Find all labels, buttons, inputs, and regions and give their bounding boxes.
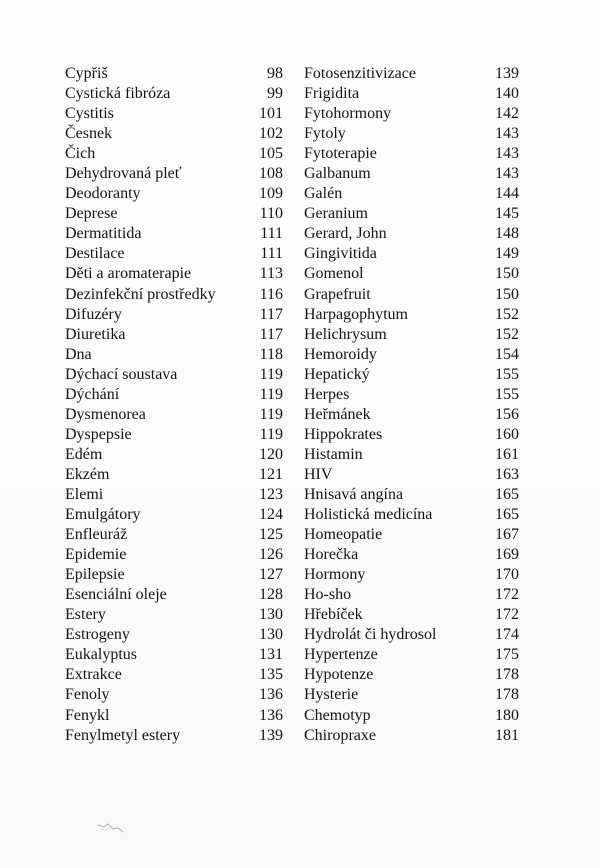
index-term: Děti a aromaterapie	[65, 265, 192, 283]
index-entry	[65, 525, 283, 545]
index-page-number: 181	[495, 726, 519, 744]
index-term: Homeopatie	[304, 526, 383, 544]
index-page-number: 120	[259, 445, 283, 463]
index-term: Hippokrates	[304, 425, 383, 443]
index-page-number: 172	[495, 586, 519, 604]
index-column-right	[304, 64, 519, 746]
index-page-number: 128	[259, 586, 283, 604]
index-term: Destilace	[65, 245, 125, 263]
index-entry	[304, 465, 519, 485]
index-page-number: 130	[259, 606, 283, 624]
index-term: Deprese	[65, 205, 118, 223]
index-entry	[65, 124, 283, 144]
index-page-number: 123	[259, 485, 283, 503]
index-term: Hepatický	[304, 365, 370, 383]
index-entry	[304, 184, 519, 204]
index-entry	[65, 605, 283, 625]
index-term: Emulgátory	[65, 506, 141, 524]
index-page-number: 105	[259, 145, 283, 163]
index-term: Estery	[65, 606, 106, 624]
index-term: Gingivitida	[304, 245, 377, 263]
index-entry	[65, 305, 283, 325]
index-page-number: 156	[495, 405, 519, 423]
index-entry	[304, 285, 519, 305]
index-term: Enfleuráž	[65, 526, 128, 544]
ink-smudge	[96, 820, 126, 834]
index-term: Extrakce	[65, 666, 122, 684]
index-entry	[304, 665, 519, 685]
index-term: Ekzém	[65, 465, 110, 483]
index-page-number: 165	[495, 485, 519, 503]
index-entry	[65, 285, 283, 305]
index-page-number: 126	[259, 546, 283, 564]
index-term: Esenciální oleje	[65, 586, 167, 604]
index-entry	[304, 345, 519, 365]
index-term: Harpagophytum	[304, 305, 408, 323]
index-entry	[304, 64, 519, 84]
index-page-number: 163	[495, 465, 519, 483]
index-entry	[65, 264, 283, 284]
index-term: Hypertenze	[304, 646, 378, 664]
index-page-number: 148	[495, 225, 519, 243]
index-page-number: 180	[495, 706, 519, 724]
index-page-number: 155	[495, 365, 519, 383]
index-page-number: 139	[259, 726, 283, 744]
index-term: Deodoranty	[65, 185, 141, 203]
index-entry	[65, 365, 283, 385]
index-term: Edém	[65, 445, 103, 463]
index-entry	[65, 565, 283, 585]
index-entry	[65, 144, 283, 164]
index-entry	[65, 104, 283, 124]
index-page-number: 113	[259, 265, 283, 283]
index-page-number: 135	[259, 666, 283, 684]
index-term: Elemi	[65, 485, 104, 503]
index-term: Helichrysum	[304, 325, 387, 343]
index-page-number: 144	[495, 185, 519, 203]
index-page-number: 143	[495, 165, 519, 183]
index-entry	[304, 164, 519, 184]
index-entry	[65, 545, 283, 565]
index-term: Fytohormony	[304, 105, 392, 123]
index-entry	[304, 645, 519, 665]
index-term: Gerard, John	[304, 225, 387, 243]
index-page-number: 152	[495, 305, 519, 323]
index-page-number: 178	[495, 686, 519, 704]
index-page-number: 170	[495, 566, 519, 584]
index-page-number: 165	[495, 506, 519, 524]
index-page-number: 150	[495, 285, 519, 303]
index-entry	[65, 685, 283, 705]
index-entry	[65, 224, 283, 244]
index-term: Diuretika	[65, 325, 126, 343]
index-page-number: 140	[495, 85, 519, 103]
index-page-number: 111	[260, 225, 283, 243]
index-entry	[304, 425, 519, 445]
index-entry	[65, 445, 283, 465]
index-page-number: 178	[495, 666, 519, 684]
index-term: Dyspepsie	[65, 425, 132, 443]
index-term: Galbanum	[304, 165, 371, 183]
index-page-number: 121	[259, 465, 283, 483]
index-term: Dezinfekční prostředky	[65, 285, 216, 303]
index-page-number: 161	[495, 445, 519, 463]
index-term: Hysterie	[304, 686, 359, 704]
index-page-number: 117	[259, 305, 283, 323]
index-entry	[304, 124, 519, 144]
index-term: Chemotyp	[304, 706, 371, 724]
index-page-number: 119	[259, 385, 283, 403]
index-page-number: 130	[259, 626, 283, 644]
index-entry	[304, 264, 519, 284]
index-page-number: 110	[259, 205, 283, 223]
index-term: Čich	[65, 145, 96, 163]
index-column-left	[65, 64, 283, 746]
index-term: Herpes	[304, 385, 350, 403]
index-page-number: 119	[259, 425, 283, 443]
index-term: Dna	[65, 345, 92, 363]
index-entry	[304, 605, 519, 625]
index-entry	[304, 545, 519, 565]
index-term: Hnisavá angína	[304, 485, 404, 503]
index-term: HIV	[304, 465, 333, 483]
index-entry	[304, 565, 519, 585]
index-entry	[65, 325, 283, 345]
index-term: Cystická fibróza	[65, 85, 171, 103]
index-term: Dysmenorea	[65, 405, 146, 423]
index-page-number: 154	[495, 345, 519, 363]
index-page-number: 118	[259, 345, 283, 363]
index-entry	[65, 84, 283, 104]
index-term: Cypřiš	[65, 65, 108, 82]
index-entry	[65, 425, 283, 445]
index-term: Fenylmetyl estery	[65, 726, 181, 744]
index-term: Holistická medicína	[304, 506, 433, 524]
index-entry	[304, 305, 519, 325]
index-term: Cystitis	[65, 105, 114, 123]
index-entry	[65, 164, 283, 184]
index-entry	[65, 706, 283, 726]
index-term: Gomenol	[304, 265, 364, 283]
index-page-number: 149	[495, 245, 519, 263]
index-page-number: 98	[267, 65, 283, 82]
index-term: Chiropraxe	[304, 726, 376, 744]
index-page-number: 174	[495, 626, 519, 644]
index-page-number: 136	[259, 706, 283, 724]
index-term: Hydrolát či hydrosol	[304, 626, 437, 644]
index-entry	[304, 405, 519, 425]
index-entry	[304, 685, 519, 705]
index-entry	[304, 204, 519, 224]
index-page-number: 155	[495, 385, 519, 403]
index-entry	[304, 144, 519, 164]
index-page-number: 160	[495, 425, 519, 443]
index-entry	[304, 104, 519, 124]
index-term: Dýchání	[65, 385, 120, 403]
index-entry	[304, 224, 519, 244]
index-page-number: 139	[495, 65, 519, 82]
index-entry	[65, 405, 283, 425]
index-page-number: 124	[259, 506, 283, 524]
index-term: Fotosenzitivizace	[304, 65, 416, 82]
index-page-number: 119	[259, 365, 283, 383]
index-entry	[65, 726, 283, 746]
index-term: Fenykl	[65, 706, 110, 724]
index-page-number: 142	[495, 105, 519, 123]
index-entry	[304, 485, 519, 505]
index-entry	[65, 64, 283, 84]
index-entry	[304, 706, 519, 726]
index-term: Hemoroidy	[304, 345, 377, 363]
index-term: Horečka	[304, 546, 359, 564]
index-term: Galén	[304, 185, 343, 203]
index-term: Epilepsie	[65, 566, 125, 584]
index-term: Hřebíček	[304, 606, 363, 624]
index-entry	[65, 244, 283, 264]
index-page-number: 109	[259, 185, 283, 203]
index-page-number: 117	[259, 325, 283, 343]
index-page-number: 169	[495, 546, 519, 564]
index-entry	[304, 244, 519, 264]
index-entry	[65, 665, 283, 685]
index-page-number: 131	[259, 646, 283, 664]
index-term: Hormony	[304, 566, 366, 584]
index-term: Epidemie	[65, 546, 127, 564]
index-entry	[304, 84, 519, 104]
index-term: Dermatitida	[65, 225, 142, 243]
index-page-number: 101	[259, 105, 283, 123]
index-entry	[65, 645, 283, 665]
index-page-number: 119	[259, 405, 283, 423]
index-entry	[65, 625, 283, 645]
index-entry	[304, 325, 519, 345]
index-term: Estrogeny	[65, 626, 130, 644]
index-entry	[304, 445, 519, 465]
index-entry	[65, 345, 283, 365]
index-entry	[304, 385, 519, 405]
index-page-number: 99	[267, 85, 283, 103]
index-page-number: 167	[495, 526, 519, 544]
index-page-number: 175	[495, 646, 519, 664]
index-page-number: 125	[259, 526, 283, 544]
index-term: Histamin	[304, 445, 363, 463]
index-page-number: 143	[495, 125, 519, 143]
index-term: Frigidita	[304, 85, 360, 103]
index-entry	[65, 505, 283, 525]
index-entry	[65, 184, 283, 204]
index-page-number: 102	[259, 125, 283, 143]
index-page-number: 127	[259, 566, 283, 584]
index-page-number: 111	[260, 245, 283, 263]
index-term: Geranium	[304, 205, 368, 223]
index-term: Grapefruit	[304, 285, 371, 303]
index-term: Ho-sho	[304, 586, 352, 604]
index-term: Dehydrovaná pleť	[65, 165, 182, 183]
index-entry	[65, 585, 283, 605]
index-page-number: 143	[495, 145, 519, 163]
index-entry	[304, 726, 519, 746]
index-term: Hypotenze	[304, 666, 374, 684]
index-term: Fenoly	[65, 686, 110, 704]
index-term: Česnek	[65, 125, 113, 143]
index-page-number: 150	[495, 265, 519, 283]
index-term: Heřmánek	[304, 405, 371, 423]
index-term: Fytoterapie	[304, 145, 377, 163]
index-entry	[65, 385, 283, 405]
index-entry	[304, 525, 519, 545]
index-entry	[304, 585, 519, 605]
index-entry	[65, 485, 283, 505]
index-page-number: 152	[495, 325, 519, 343]
index-term: Dýchací soustava	[65, 365, 178, 383]
index-page-number: 172	[495, 606, 519, 624]
index-entry	[304, 505, 519, 525]
index-term: Difuzéry	[65, 305, 122, 323]
index-page-number: 108	[259, 165, 283, 183]
index-entry	[65, 465, 283, 485]
index-page-number: 145	[495, 205, 519, 223]
index-page-number: 116	[259, 285, 283, 303]
index-entry	[304, 365, 519, 385]
index-term: Eukalyptus	[65, 646, 137, 664]
index-page-number: 136	[259, 686, 283, 704]
index-entry	[304, 625, 519, 645]
index-term: Fytoly	[304, 125, 346, 143]
index-entry	[65, 204, 283, 224]
